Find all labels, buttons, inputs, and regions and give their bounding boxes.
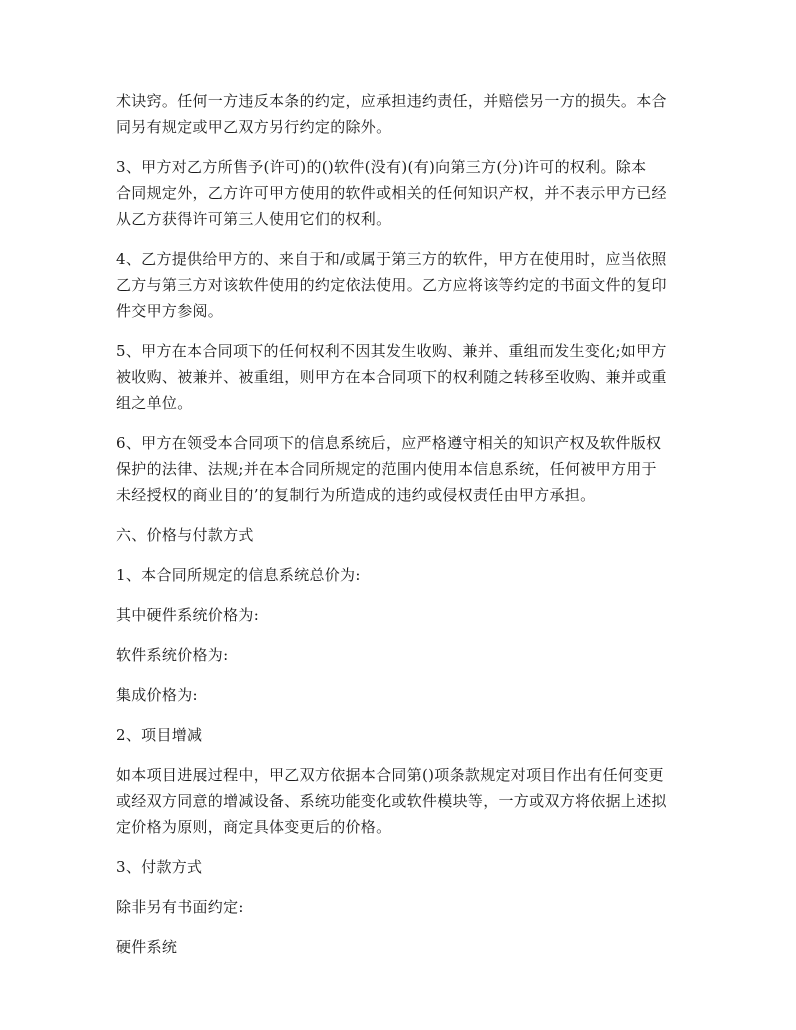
- text-line: 术诀窍。任何一方违反本条的约定，应承担违约责任，并赔偿另一方的损失。本合: [116, 92, 667, 110]
- section-heading-price-payment: [116, 522, 688, 548]
- text-line: 未经授权的商业目的’的复制行为所造成的违约或侵权责任由甲方承担。: [116, 486, 596, 504]
- text-line: 保护的法律、法规;并在本合同所规定的范围内使用本信息系统，任何被甲方用于: [116, 460, 657, 478]
- text-line: 乙方与第三方对该软件使用的约定依法使用。乙方应将该等约定的书面文件的复印: [116, 276, 667, 294]
- written-agreement-line: [116, 894, 688, 920]
- text-line: 或经双方同意的增减设备、系统功能变化或软件模块等，一方或双方将依据上述拟: [116, 792, 667, 810]
- text-line: 从乙方获得许可第三人使用它们的权利。: [116, 210, 392, 228]
- payment-method-heading: [116, 854, 688, 880]
- text-line: 六、价格与付款方式: [116, 526, 254, 544]
- project-change-paragraph: [116, 762, 688, 840]
- clause-6-paragraph: [116, 430, 688, 508]
- text-line: 合同规定外，乙方许可甲方使用的软件或相关的任何知识产权，并不表示甲方已经: [116, 184, 667, 202]
- software-price-line: [116, 642, 688, 668]
- text-line: 6、甲方在领受本合同项下的信息系统后，应严格遵守相关的知识产权及软件版权: [116, 434, 662, 452]
- text-line: 1、本合同所规定的信息系统总价为:: [116, 566, 361, 584]
- hardware-price-line: [116, 602, 688, 628]
- text-line: 4、乙方提供给甲方的、来自于和/或属于第三方的软件，甲方在使用时，应当依照: [116, 250, 667, 268]
- text-line: 硬件系统: [116, 938, 178, 956]
- text-line: 除非另有书面约定:: [116, 898, 244, 916]
- clause-5-paragraph: [116, 338, 688, 416]
- text-line: 软件系统价格为:: [116, 646, 229, 664]
- project-change-heading: [116, 722, 688, 748]
- document-page: [116, 88, 688, 974]
- paragraph-confidentiality-end: [116, 88, 688, 140]
- text-line: 3、甲方对乙方所售予(许可)的()软件(没有)(有)向第三方(分)许可的权利。除本: [116, 158, 647, 176]
- text-line: 被收购、被兼并、被重组，则甲方在本合同项下的权利随之转移至收购、兼并或重: [116, 368, 667, 386]
- text-line: 2、项目增减: [116, 726, 203, 744]
- total-price-line: [116, 562, 688, 588]
- clause-3-paragraph: [116, 154, 688, 232]
- text-line: 定价格为原则，商定具体变更后的价格。: [116, 818, 392, 836]
- text-line: 其中硬件系统价格为:: [116, 606, 260, 624]
- text-line: 组之单位。: [116, 394, 193, 412]
- text-line: 5、甲方在本合同项下的任何权利不因其发生收购、兼并、重组而发生变化;如甲方: [116, 342, 667, 360]
- clause-4-paragraph: [116, 246, 688, 324]
- text-line: 集成价格为:: [116, 686, 198, 704]
- hardware-system-line: [116, 934, 688, 960]
- text-line: 如本项目进展过程中，甲乙双方依据本合同第()项条款规定对项目作出有任何变更: [116, 766, 664, 784]
- integration-price-line: [116, 682, 688, 708]
- text-line: 同另有规定或甲乙双方另行约定的除外。: [116, 118, 392, 136]
- text-line: 件交甲方参阅。: [116, 302, 224, 320]
- text-line: 3、付款方式: [116, 858, 203, 876]
